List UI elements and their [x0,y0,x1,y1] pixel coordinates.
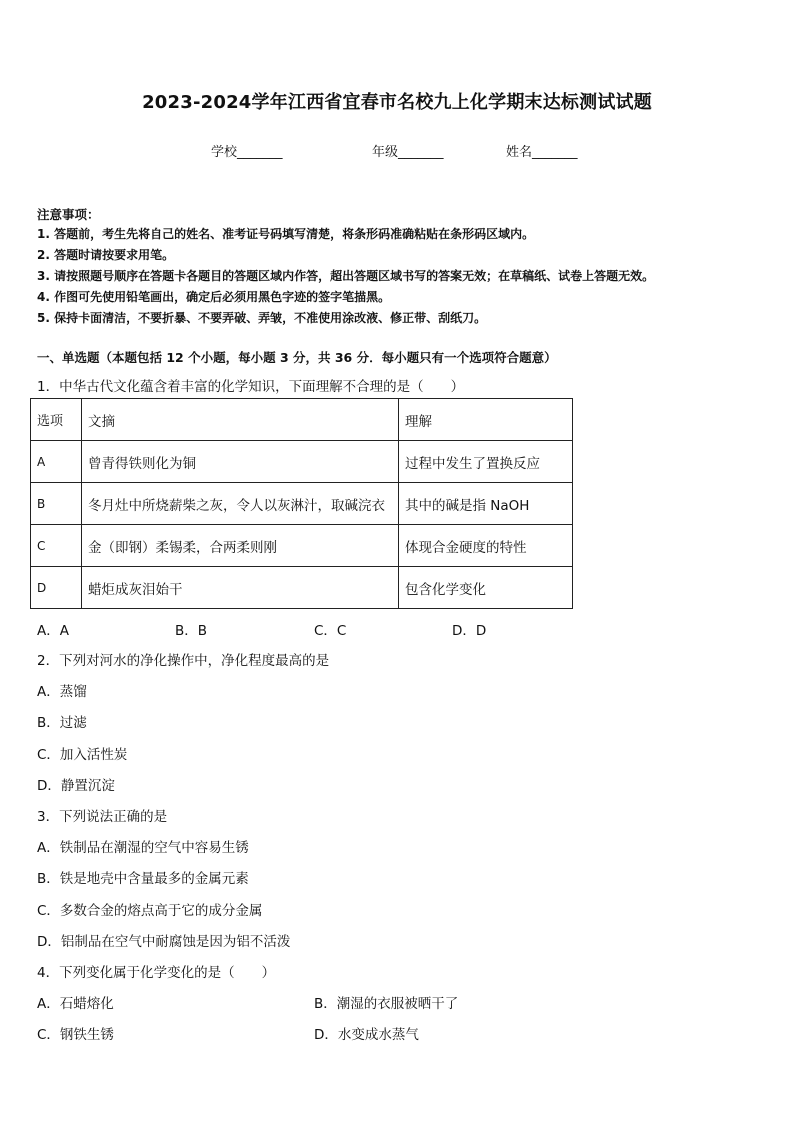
table-row [31,441,573,483]
question-2-stem: 2．下列对河水的净化操作中，净化程度最高的是 [37,653,330,669]
table-header-row [31,399,573,441]
row-excerpt: 冬月灶中所烧薪柴之灰，令人以灰淋汁，取碱浣衣 [82,483,399,525]
section-heading: 一、单选题（本题包括 12 个小题，每小题 3 分，共 36 分．每小题只有一个选项符合题意） [37,350,557,365]
school-field: 学校_______ [211,145,283,160]
row-excerpt: 曾青得铁则化为铜 [82,441,399,483]
page-title: 2023-2024学年江西省宜春市名校九上化学期末达标测试试题 [142,92,652,113]
row-understanding: 体现合金硬度的特性 [399,525,573,567]
row-understanding: 包含化学变化 [399,567,573,609]
q4-option-b: B．潮湿的衣服被晒干了 [314,996,459,1012]
question-3-stem: 3．下列说法正确的是 [37,809,168,825]
notes-heading: 注意事项： [37,207,100,222]
q1-option-a: A．A [37,623,69,639]
table-row [31,567,573,609]
q2-option-b: B．过滤 [37,715,87,731]
row-option: C [31,525,82,567]
q2-option-a: A．蒸馏 [37,684,87,700]
header-option: 选项 [31,399,82,441]
note-item: 3. 请按照题号顺序在答题卡各题目的答题区域内作答，超出答题区域书写的答案无效；在草稿纸、试卷上答题无效。 [37,269,655,283]
row-option: D [31,567,82,609]
q1-option-b: B．B [175,623,208,639]
grade-field: 年级_______ [372,145,444,160]
question-1-stem: 1．中华古代文化蕴含着丰富的化学知识，下面理解不合理的是（ ） [37,379,465,395]
q4-option-c: C．钢铁生锈 [37,1027,114,1043]
note-item: 4. 作图可先使用铅笔画出，确定后必须用黑色字迹的签字笔描黑。 [37,290,391,304]
q1-option-c: C．C [314,623,347,639]
q3-option-d: D．铝制品在空气中耐腐蚀是因为铝不活泼 [37,934,291,950]
question-1-table [30,398,573,609]
q3-option-c: C．多数合金的熔点高于它的成分金属 [37,903,263,919]
question-4-stem: 4．下列变化属于化学变化的是（ ） [37,965,276,981]
row-option: B [31,483,82,525]
table-row [31,525,573,567]
q1-option-d: D．D [452,623,487,639]
q3-option-b: B．铁是地壳中含量最多的金属元素 [37,871,249,887]
q3-option-a: A．铁制品在潮湿的空气中容易生锈 [37,840,249,856]
note-item: 5. 保持卡面清洁，不要折暴、不要弄破、弄皱，不准使用涂改液、修正带、刮纸刀。 [37,311,487,325]
name-field: 姓名_______ [506,145,578,160]
row-understanding: 其中的碱是指 NaOH [399,483,573,525]
q2-option-d: D．静置沉淀 [37,778,115,794]
q4-option-d: D．水变成水蒸气 [314,1027,419,1043]
q4-option-a: A．石蜡熔化 [37,996,114,1012]
row-excerpt: 金（即钢）柔锡柔，合两柔则刚 [82,525,399,567]
note-item: 1. 答题前，考生先将自己的姓名、准考证号码填写清楚，将条形码准确粘贴在条形码区域内。 [37,227,535,241]
note-item: 2. 答题时请按要求用笔。 [37,248,175,262]
header-excerpt: 文摘 [82,399,399,441]
header-understanding: 理解 [399,399,573,441]
q2-option-c: C．加入活性炭 [37,747,128,763]
row-excerpt: 蜡炬成灰泪始干 [82,567,399,609]
table-row [31,483,573,525]
row-option: A [31,441,82,483]
row-understanding: 过程中发生了置换反应 [399,441,573,483]
